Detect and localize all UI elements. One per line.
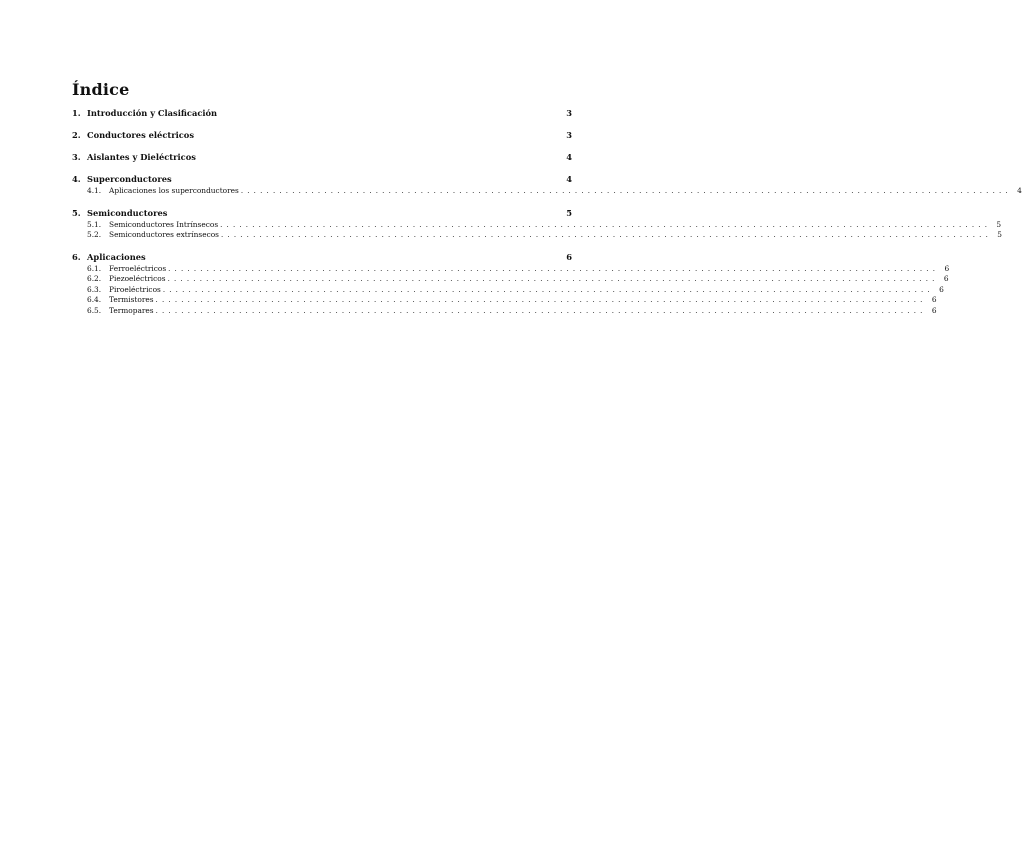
section-number: 4. [72, 174, 81, 184]
section-title: Aplicaciones [87, 251, 146, 262]
subsection-title: Semiconductores extrínsecos [109, 230, 219, 239]
section-number: 1. [72, 108, 81, 118]
subsection-title: Piroeléctricos [109, 284, 161, 294]
section-title: Superconductores [87, 174, 172, 184]
subsection-list [72, 263, 950, 317]
table-of-contents [72, 108, 1022, 327]
toc-subsection-entry[interactable] [72, 284, 944, 296]
subsection-list [72, 186, 1022, 197]
subsection-list [72, 219, 1002, 241]
toc-section-entry[interactable] [72, 152, 572, 163]
section-page-number: 4 [566, 152, 572, 162]
subsection-number: 6.2. [87, 274, 102, 283]
subsection-number: 6.3. [87, 284, 102, 294]
toc-section [72, 108, 572, 119]
subsection-page-number: 6 [944, 263, 950, 273]
section-title: Semiconductores [87, 207, 168, 218]
section-number: 2. [72, 130, 81, 140]
subsection-page-number: 5 [996, 219, 1002, 229]
toc-subsection-entry[interactable] [72, 274, 949, 285]
section-page-number: 3 [566, 130, 572, 140]
subsection-page-number: 6 [943, 274, 949, 283]
toc-section-entry[interactable] [72, 174, 572, 185]
toc-subsection-entry[interactable] [72, 219, 1002, 231]
subsection-title: Ferroeléctricos [109, 263, 167, 273]
section-number: 5. [72, 207, 81, 218]
dot-leader: ........................................................................................................................ [240, 187, 1012, 195]
section-page-number: 3 [566, 108, 572, 118]
subsection-number: 6.5. [87, 305, 102, 315]
subsection-number: 4.1. [87, 186, 102, 195]
subsection-title: Piezoeléctricos [109, 274, 166, 283]
toc-section-entry[interactable] [72, 252, 572, 263]
section-page-number: 6 [566, 251, 572, 262]
section-title: Aislantes y Dieléctricos [87, 152, 196, 162]
toc-subsection-entry[interactable] [72, 263, 950, 275]
toc-section [72, 251, 950, 317]
subsection-number: 6.1. [87, 263, 102, 273]
subsection-page-number: 5 [997, 230, 1002, 239]
section-page-number: 5 [566, 207, 572, 218]
subsection-number: 6.4. [87, 295, 102, 304]
section-number: 3. [72, 152, 81, 162]
toc-section [72, 207, 1002, 241]
toc-section-entry[interactable] [72, 208, 572, 219]
subsection-title: Termopares [109, 305, 154, 315]
toc-section [72, 152, 572, 163]
subsection-title: Termistores [109, 295, 154, 304]
subsection-title: Semiconductores Intrínsecos [109, 219, 219, 229]
subsection-number: 5.1. [87, 219, 102, 229]
subsection-page-number: 6 [931, 295, 937, 304]
toc-section [72, 174, 1022, 197]
section-title: Conductores eléctricos [87, 130, 195, 140]
dot-leader: ........................................................................................................................ [162, 285, 934, 294]
toc-subsection-entry[interactable] [72, 305, 937, 317]
page-title: Índice [72, 80, 130, 99]
section-title: Introducción y Clasificación [87, 108, 218, 118]
subsection-number: 5.2. [87, 230, 102, 239]
dot-leader: ........................................................................................................................ [167, 275, 939, 283]
subsection-title: Aplicaciones los superconductores [109, 186, 239, 195]
dot-leader: ........................................................................................................................ [220, 231, 992, 239]
subsection-page-number: 6 [931, 305, 937, 315]
toc-section-entry[interactable] [72, 108, 572, 119]
dot-leader: ........................................................................................................................ [155, 306, 927, 315]
toc-section-entry[interactable] [72, 130, 572, 141]
dot-leader: ........................................................................................................................ [155, 296, 927, 304]
toc-subsection-entry[interactable] [72, 230, 1002, 241]
subsection-page-number: 6 [939, 284, 944, 294]
toc-subsection-entry[interactable] [72, 295, 937, 306]
dot-leader: ........................................................................................................................ [168, 264, 940, 273]
dot-leader: ........................................................................................................................ [220, 220, 992, 229]
section-page-number: 4 [566, 174, 572, 184]
toc-section [72, 130, 572, 141]
subsection-page-number: 4 [1017, 186, 1022, 195]
section-number: 6. [72, 251, 81, 262]
toc-subsection-entry[interactable] [72, 186, 1022, 197]
